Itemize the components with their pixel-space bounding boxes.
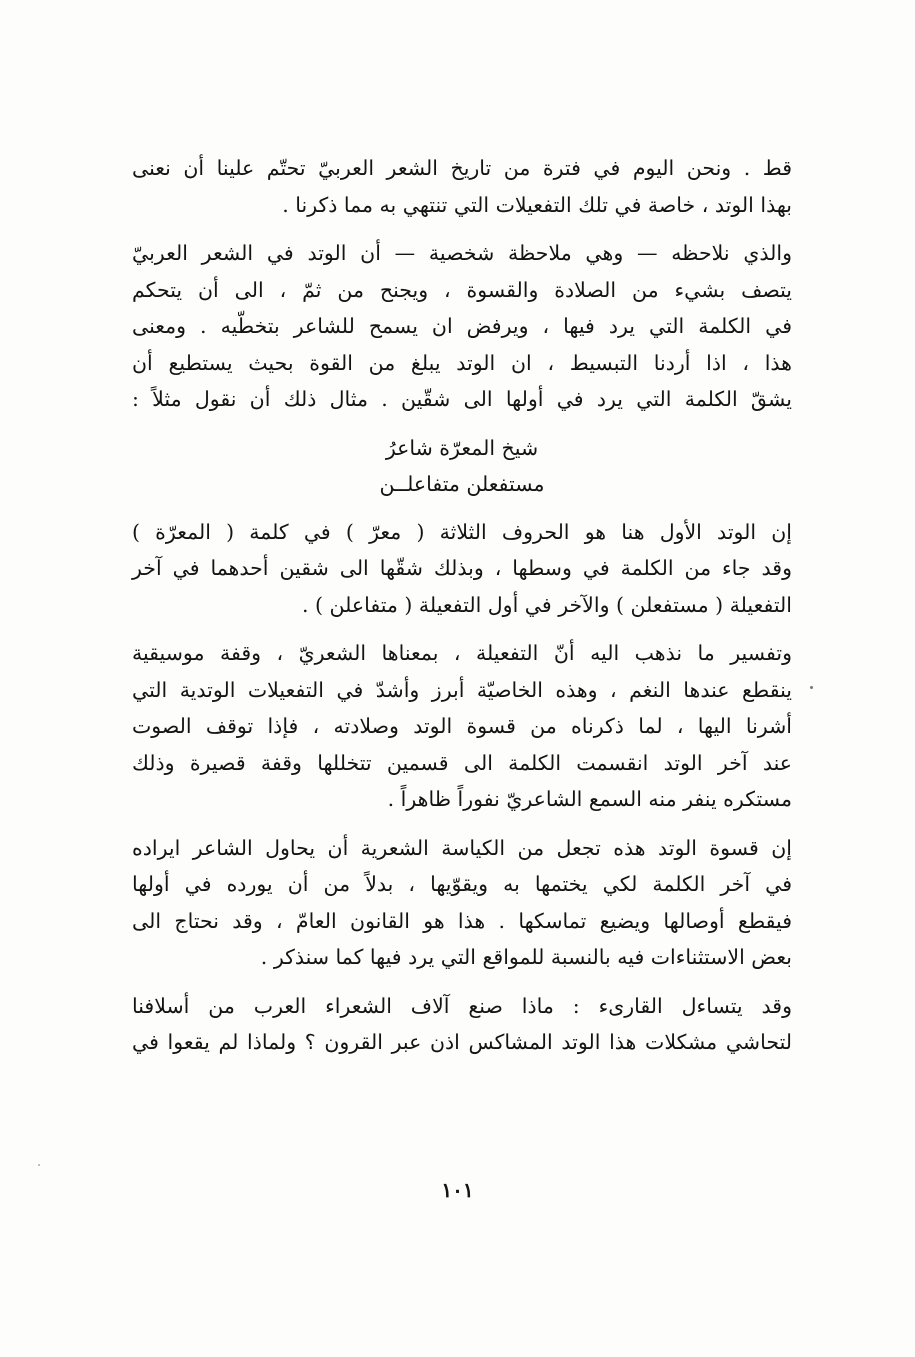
verse-example	[132, 430, 792, 502]
paragraph-5	[132, 830, 792, 976]
paragraph-4	[132, 635, 792, 818]
text-line: قط . ونحن اليوم في فترة من تاريخ الشعر العربيّ تحتّم علينا أن نعنى	[132, 156, 792, 180]
paragraph-6	[132, 988, 792, 1061]
text-line: لتحاشي مشكلات هذا الوتد المشاكس اذن عبر القرون ؟ ولماذا لم يقعوا في	[132, 1030, 792, 1054]
text-line: أشرنا اليها ، لما ذكرناه من قسوة الوتد وصلادته ، فإذا توقف الصوت	[132, 714, 792, 738]
text-line: يشقّ الكلمة التي يرد في أولها الى شقّين . مثال ذلك أن نقول مثلاً :	[132, 387, 792, 411]
text-line: في آخر الكلمة لكي يختمها به ويقوّيها ، بدلاً من أن يورده في أولها	[132, 872, 792, 896]
text-line: بعض الاستثناءات فيه بالنسبة للمواقع التي يرد فيها كما سنذكر .	[260, 945, 792, 969]
text-line: وتفسير ما نذهب اليه أنّ التفعيلة ، بمعناها الشعريّ ، وقفة موسيقية	[132, 641, 792, 665]
print-speck	[810, 686, 813, 689]
paragraph-1	[132, 150, 792, 223]
text-line: إن الوتد الأول هنا هو الحروف الثلاثة ( معرّ ) في كلمة ( المعرّة )	[132, 519, 792, 544]
text-line: إن قسوة الوتد هذه تجعل من الكياسة الشعرية أن يحاول الشاعر ايراده	[132, 835, 792, 860]
page-body	[132, 150, 792, 1073]
text-line: بهذا الوتد ، خاصة في تلك التفعيلات التي تنتهي به مما ذكرنا .	[282, 192, 792, 217]
print-speck	[38, 1164, 40, 1166]
text-line: وقد جاء من الكلمة في وسطها ، وبذلك شقّها الى شقين أحدهما في آخر	[132, 556, 792, 580]
text-line: التفعيلة ( مستفعلن ) والآخر في أول التفعيلة ( متفاعلن ) .	[301, 592, 792, 617]
text-line: هذا ، اذا أردنا التبسيط ، ان الوتد يبلغ من القوة بحيث يستطيع أن	[132, 350, 792, 375]
text-line: وقد يتساءل القارىء : ماذا صنع آلاف الشعراء العرب من أسلافنا	[132, 993, 792, 1018]
text-line: ينقطع عندها النغم ، وهذه الخاصيّة أبرز وأشدّ في التفعيلات الوتدية التي	[132, 677, 792, 702]
paragraph-2	[132, 235, 792, 418]
text-line: فيقطع أوصالها ويضيع تماسكها . هذا هو القانون العامّ ، وقد نحتاج الى	[132, 908, 792, 933]
paragraph-3	[132, 514, 792, 624]
verse-scansion: مستفعلن متفاعلــن	[379, 471, 545, 496]
text-line: والذي نلاحظه — وهي ملاحظة شخصية — أن الوتد في الشعر العربيّ	[132, 241, 792, 265]
text-line: عند آخر الوتد انقسمت الكلمة الى قسمين تتخللها وقفة قصيرة وذلك	[132, 750, 792, 775]
verse-line: شيخ المعرّة شاعرُ	[385, 435, 539, 460]
text-line: مستكره ينفر منه السمع الشاعريّ نفوراً ظاهراً .	[387, 787, 792, 811]
text-line: يتصف بشيء من الصلادة والقسوة ، ويجنح من ثمّ ، الى أن يتحكم	[132, 277, 792, 302]
text-line: في الكلمة التي يرد فيها ، ويرفض ان يسمح للشاعر بتخطّيه . ومعنى	[132, 314, 792, 338]
page-number: ١٠١	[441, 1178, 474, 1202]
